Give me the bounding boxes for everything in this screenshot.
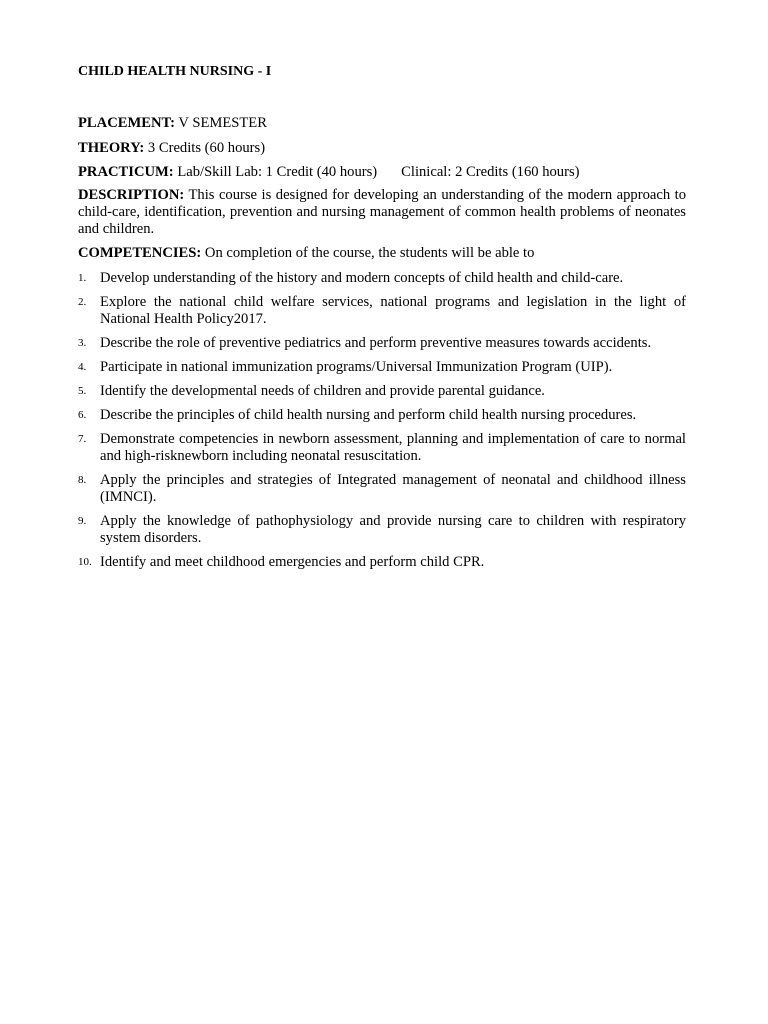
item-number: 1. — [78, 272, 87, 284]
item-number: 10. — [78, 556, 92, 568]
item-text: Develop understanding of the history and modern concepts of child health and child-care. — [100, 270, 624, 286]
list-item — [78, 383, 686, 400]
theory-value: 3 Credits (60 hours) — [144, 140, 266, 156]
placement-line — [78, 115, 267, 132]
theory-line — [78, 140, 265, 157]
item-number: 8. — [78, 474, 87, 486]
item-text: Apply the principles and strategies of Integrated management of neonatal and childhood illness (IMNCI). — [100, 472, 686, 505]
item-number: 9. — [78, 515, 87, 527]
practicum-clinical: Clinical: 2 Credits (160 hours) — [401, 164, 580, 180]
item-text: Identify and meet childhood emergencies and perform child CPR. — [100, 554, 485, 570]
list-item — [78, 270, 686, 287]
list-item — [78, 513, 686, 547]
item-number: 5. — [78, 385, 87, 397]
list-item — [78, 359, 686, 376]
placement-value: V SEMESTER — [175, 115, 267, 131]
theory-label: THEORY: — [78, 140, 145, 156]
item-number: 7. — [78, 433, 87, 445]
placement-label: PLACEMENT: — [78, 115, 176, 131]
list-item — [78, 407, 686, 424]
item-text: Apply the knowledge of pathophysiology and provide nursing care to children with respiratory system disorders. — [100, 513, 686, 546]
course-title: CHILD HEALTH NURSING - I — [78, 64, 272, 79]
list-item — [78, 431, 686, 465]
item-number: 2. — [78, 296, 87, 308]
description-text: This course is designed for developing an understanding of the modern approach to child-care, identification, prevention and nursing management of common health problems of neonates and children. — [78, 187, 686, 237]
list-item — [78, 472, 686, 506]
item-text: Identify the developmental needs of children and provide parental guidance. — [100, 383, 545, 399]
item-text: Participate in national immunization programs/Universal Immunization Program (UIP). — [100, 359, 613, 375]
list-item — [78, 554, 686, 571]
item-number: 3. — [78, 337, 87, 349]
competencies-label: COMPETENCIES: — [78, 245, 202, 261]
practicum-line — [78, 164, 580, 181]
item-text: Demonstrate competencies in newborn assessment, planning and implementation of care to normal and high-risknewborn including neonatal resuscitation. — [100, 431, 686, 464]
competencies-text: On completion of the course, the students will be able to — [201, 245, 535, 261]
practicum-label: PRACTICUM: — [78, 164, 174, 180]
description-paragraph — [78, 187, 686, 238]
competencies-intro — [78, 245, 534, 262]
item-text: Describe the principles of child health nursing and perform child health nursing procedures. — [100, 407, 637, 423]
item-text: Explore the national child welfare services, national programs and legislation in the light of National Health Policy2017. — [100, 294, 686, 327]
item-number: 6. — [78, 409, 87, 421]
item-number: 4. — [78, 361, 87, 373]
practicum-lab: Lab/Skill Lab: 1 Credit (40 hours) — [173, 164, 378, 180]
list-item — [78, 335, 686, 352]
item-text: Describe the role of preventive pediatrics and perform preventive measures towards accidents. — [100, 335, 652, 351]
description-label: DESCRIPTION: — [78, 187, 185, 203]
list-item — [78, 294, 686, 328]
